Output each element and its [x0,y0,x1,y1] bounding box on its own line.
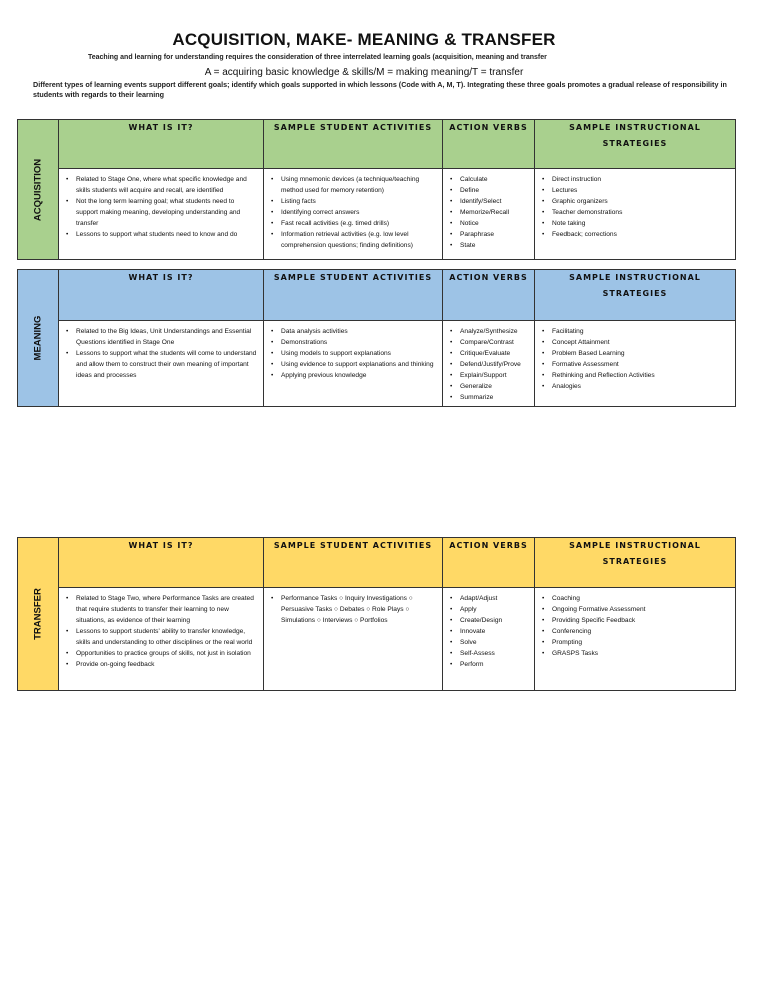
acquisition-what-cell [59,169,264,260]
transfer-what-cell [59,588,264,691]
list-item: • Related to the Big Ideas, Unit Understandings and Essential Questions identified in Stage One [65,326,257,348]
transfer-verbs-cell [443,588,535,691]
header-action-verbs: ACTION VERBS [443,538,535,588]
list-item: • Direct instruction [541,174,729,185]
list-item: • GRASPS Tasks [541,648,729,659]
list-item: • Formative Assessment [541,359,729,370]
meaning-table [17,269,736,407]
bullet-list [449,326,528,403]
bullet-list [65,593,257,670]
list-item: • Analogies [541,381,729,392]
list-item: • Calculate [449,174,528,185]
acquisition-side-label [18,120,59,260]
list-item: • Applying previous knowledge [270,370,436,381]
transfer-strategies-cell [535,588,736,691]
list-item: • Explain/Support [449,370,528,381]
list-item: • Provide on-going feedback [65,659,257,670]
acquisition-label: ACQUISITION [32,158,44,221]
bullet-list [541,593,729,659]
list-item: • Analyze/Synthesize [449,326,528,337]
transfer-activities-cell [264,588,443,691]
header-action-verbs: ACTION VERBS [443,120,535,169]
list-item: • Compare/Contrast [449,337,528,348]
list-item: • Related to Stage Two, where Performance Tasks are created that require students to transfer their learning to new situations, as evidence of their learning [65,593,257,626]
list-item: • Apply [449,604,528,615]
bullet-list [270,326,436,381]
header-what-is-it: WHAT IS IT? [59,120,264,169]
list-item: • Not the long term learning goal; what students need to support making meaning, developing understanding and transfer [65,196,257,229]
list-item: • Adapt/Adjust [449,593,528,604]
bullet-list [449,174,528,251]
header-action-verbs: ACTION VERBS [443,270,535,321]
acquisition-strategies-cell [535,169,736,260]
acquisition-table [17,119,736,260]
header-what-is-it: WHAT IS IT? [59,538,264,588]
acquisition-verbs-cell [443,169,535,260]
header-what-is-it: WHAT IS IT? [59,270,264,321]
list-item: • Note taking [541,218,729,229]
meaning-what-cell [59,321,264,407]
list-item: • Lectures [541,185,729,196]
header-sample-instructional-strategies: SAMPLE INSTRUCTIONAL STRATEGIES [535,270,736,321]
list-item: • Solve [449,637,528,648]
list-item: • Memorize/Recall [449,207,528,218]
list-item: • Coaching [541,593,729,604]
list-item: • Define [449,185,528,196]
header-sample-instructional-strategies: SAMPLE INSTRUCTIONAL STRATEGIES [535,538,736,588]
list-item: • Feedback; corrections [541,229,729,240]
list-item: • Facilitating [541,326,729,337]
list-item: • Notice [449,218,528,229]
header-sample-student-activities: SAMPLE STUDENT ACTIVITIES [264,120,443,169]
transfer-label: TRANSFER [32,588,44,640]
list-item: • Identifying correct answers [270,207,436,218]
meaning-activities-cell [264,321,443,407]
list-item: • Concept Attainment [541,337,729,348]
list-item: • Innovate [449,626,528,637]
meaning-strategies-cell [535,321,736,407]
list-item: • Rethinking and Reflection Activities [541,370,729,381]
list-item: • Perform [449,659,528,670]
list-item: • Providing Specific Feedback [541,615,729,626]
transfer-table [17,537,736,691]
bullet-list [270,174,436,251]
description-text: Different types of learning events support different goals; identify which goals supported in which lessons (Code with A, M, T). Integrating these three goals promotes a gradual release of responsibility in students with regards to their learning [33,80,727,99]
list-item: • Conferencing [541,626,729,637]
bullet-list [541,174,729,240]
list-item: • Paraphrase [449,229,528,240]
list-item: • Opportunities to practice groups of skills, not just in isolation [65,648,257,659]
meaning-verbs-cell [443,321,535,407]
list-item: • Performance Tasks ○ Inquiry Investigations ○ Persuasive Tasks ○ Debates ○ Role Plays ○ Simulations ○ Interviews ○ Portfolios [270,593,436,626]
bullet-list [541,326,729,392]
list-item: • Lessons to support what the students will come to understand and allow them to construct their own meaning of important ideas and processes [65,348,257,381]
goals-legend: A = acquiring basic knowledge & skills/M = making meaning/T = transfer [204,67,524,78]
list-item: • Using mnemonic devices (a technique/teaching method used for memory retention) [270,174,436,196]
list-item: • Lessons to support what students need to know and do [65,229,257,240]
page-title: ACQUISITION, MAKE- MEANING & TRANSFER [172,30,556,49]
list-item: • Using evidence to support explanations and thinking [270,359,436,370]
list-item: • Lessons to support students' ability to transfer knowledge, skills and understanding to other disciplines or the real world [65,626,257,648]
list-item: • Teacher demonstrations [541,207,729,218]
list-item: • Using models to support explanations [270,348,436,359]
meaning-side-label [18,270,59,407]
meaning-label: MEANING [32,315,44,361]
bullet-list [65,326,257,381]
header-sample-instructional-strategies: SAMPLE INSTRUCTIONAL STRATEGIES [535,120,736,169]
list-item: • Fast recall activities (e.g. timed drills) [270,218,436,229]
list-item: • Graphic organizers [541,196,729,207]
list-item: • Identify/Select [449,196,528,207]
transfer-side-label [18,538,59,691]
list-item: • Listing facts [270,196,436,207]
list-item: • Summarize [449,392,528,403]
bullet-list [449,593,528,670]
list-item: • Demonstrations [270,337,436,348]
list-item: • Information retrieval activities (e.g. low level comprehension questions; finding definitions) [270,229,436,251]
list-item: • Data analysis activities [270,326,436,337]
header-sample-student-activities: SAMPLE STUDENT ACTIVITIES [264,538,443,588]
list-item: • Create/Design [449,615,528,626]
header-sample-student-activities: SAMPLE STUDENT ACTIVITIES [264,270,443,321]
list-item: • Defend/Justify/Prove [449,359,528,370]
acquisition-activities-cell [264,169,443,260]
list-item: • Prompting [541,637,729,648]
intro-text: Teaching and learning for understanding requires the consideration of three interrelated learning goals (acquisition, meaning and transfer [88,54,547,61]
list-item: • Critique/Evaluate [449,348,528,359]
list-item: • State [449,240,528,251]
bullet-list [65,174,257,240]
list-item: • Generalize [449,381,528,392]
list-item: • Ongoing Formative Assessment [541,604,729,615]
list-item: • Related to Stage One, where what specific knowledge and skills students will acquire and recall, are identified [65,174,257,196]
list-item: • Self-Assess [449,648,528,659]
bullet-list [270,593,436,626]
list-item: • Problem Based Learning [541,348,729,359]
